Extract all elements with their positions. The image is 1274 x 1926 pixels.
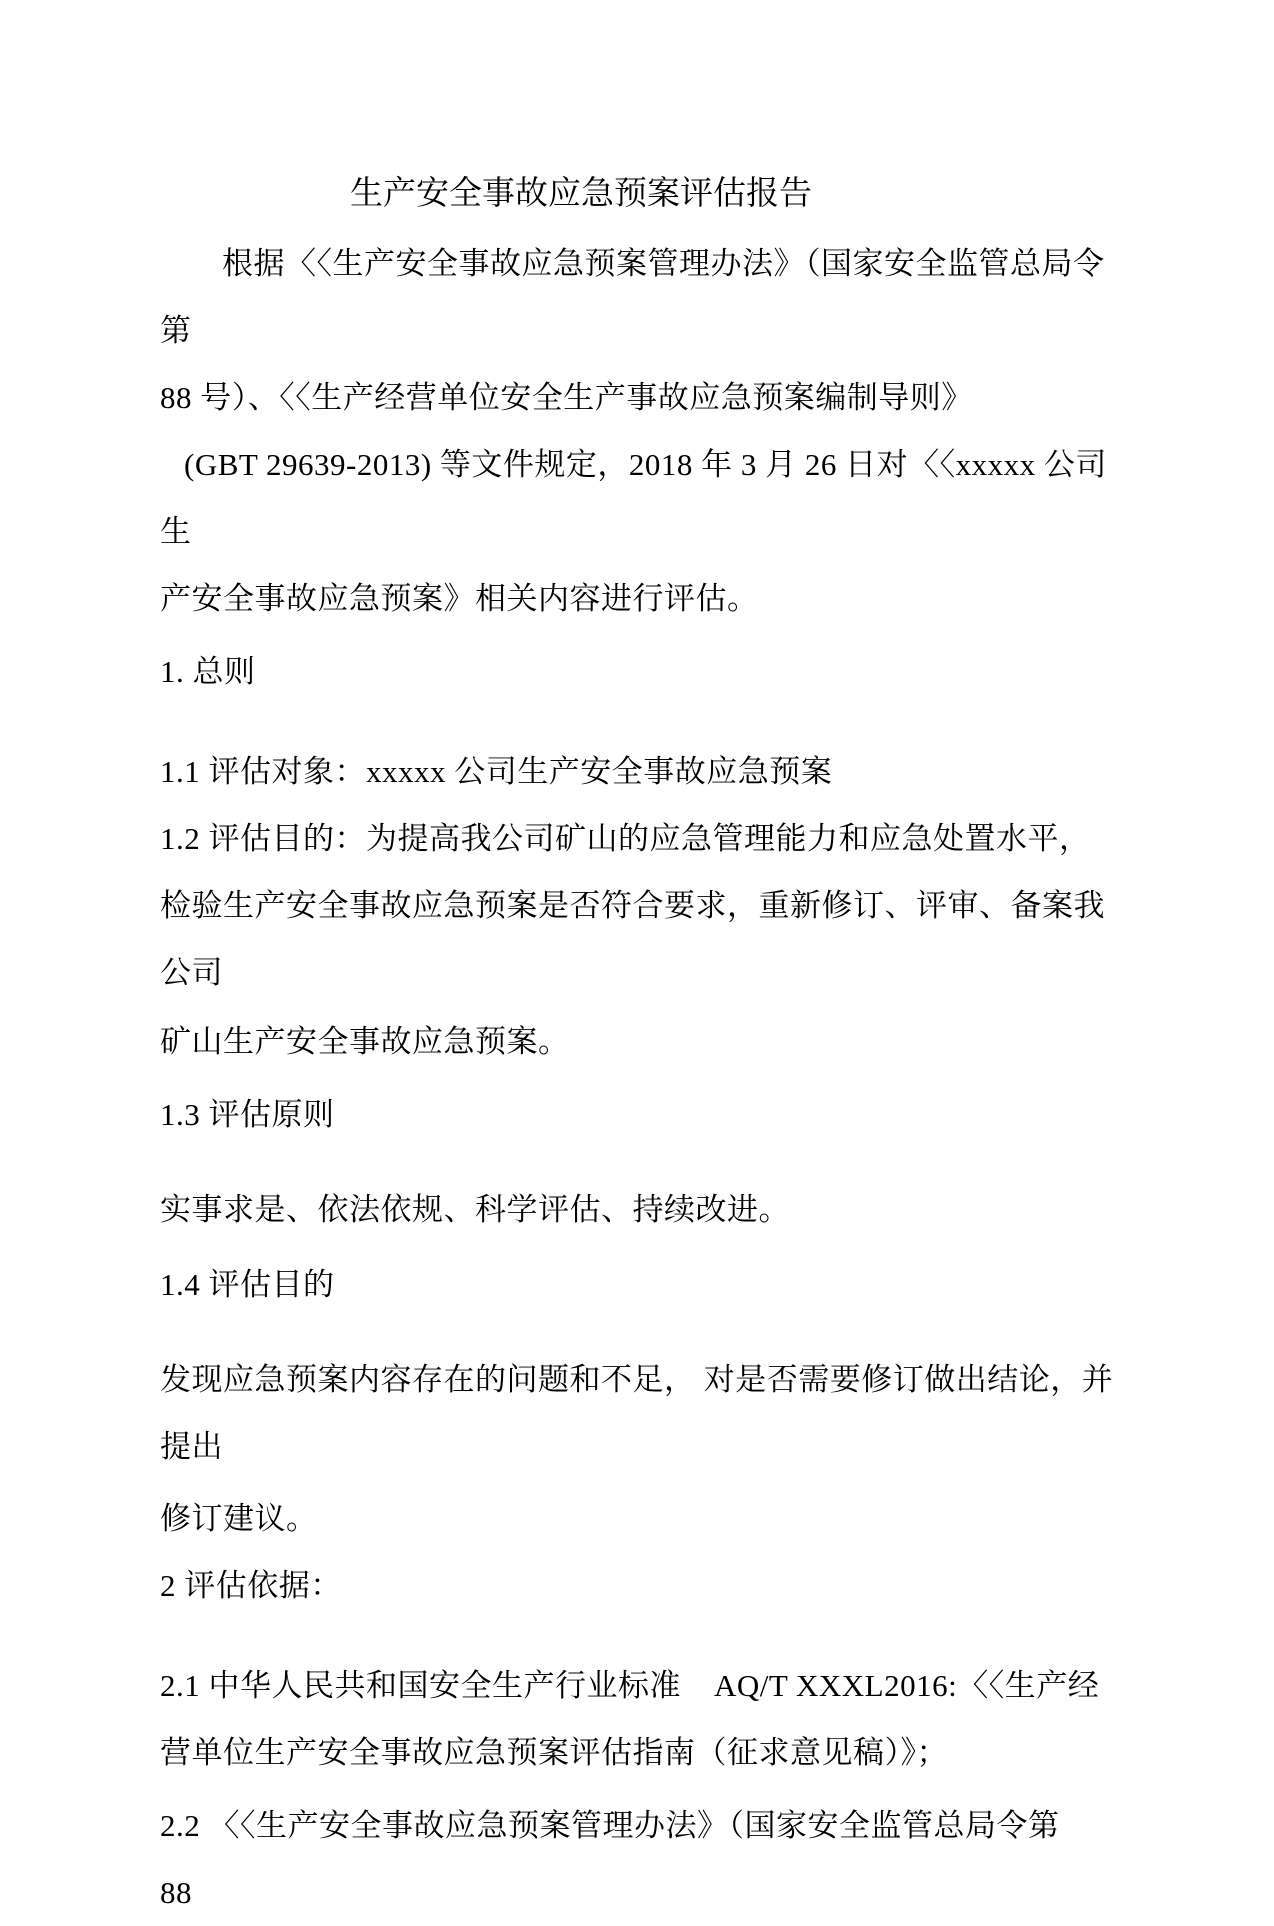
document-line: 1.4 评估目的 — [160, 1267, 335, 1302]
document-line: 产安全事故应急预案》相关内容进行评估。 — [160, 581, 759, 616]
document-line: 1.2 评估目的：为提高我公司矿山的应急管理能力和应急处置水平， — [160, 821, 1091, 856]
document-line: 88 号）、〈〈生产经营单位安全生产事故应急预案编制导则》 — [160, 380, 973, 415]
document-title: 生产安全事故应急预案评估报告 — [350, 176, 812, 212]
document-line: 检验生产安全事故应急预案是否符合要求，重新修订、评审、备案我 公司 — [160, 888, 1114, 990]
document-line: 2 评估依据： — [160, 1568, 342, 1603]
document-line: (GBT 29639-2013) 等文件规定，2018 年 3 月 26 日对〈〈xxxxx 公司 生 — [160, 447, 1116, 549]
document-line: 1.3 评估原则 — [160, 1097, 335, 1132]
document-line: 修订建议。 — [160, 1501, 318, 1536]
document-line: 2.2 〈〈生产安全事故应急预案管理办法》（国家安全监管总局令第 88 — [160, 1808, 1093, 1910]
document-line: 实事求是、依法依规、科学评估、持续改进。 — [160, 1192, 790, 1227]
document-line: 营单位生产安全事故应急预案评估指南（征求意见稿）》； — [160, 1735, 948, 1770]
document-line: 2.1 中华人民共和国安全生产行业标准 AQ/T XXXL2016:〈〈生产经 — [160, 1668, 1100, 1703]
document-body — [160, 230, 1122, 1926]
document-line: 1. 总则 — [160, 654, 256, 689]
document-line: 矿山生产安全事故应急预案。 — [160, 1024, 570, 1059]
document-line: 根据〈〈生产安全事故应急预案管理办法》（国家安全监管总局令 第 — [160, 246, 1113, 348]
document-line: 发现应急预案内容存在的问题和不足， 对是否需要修订做出结论，并 提出 — [160, 1362, 1122, 1464]
document-line: 1.1 评估对象：xxxxx 公司生产安全事故应急预案 — [160, 754, 833, 789]
